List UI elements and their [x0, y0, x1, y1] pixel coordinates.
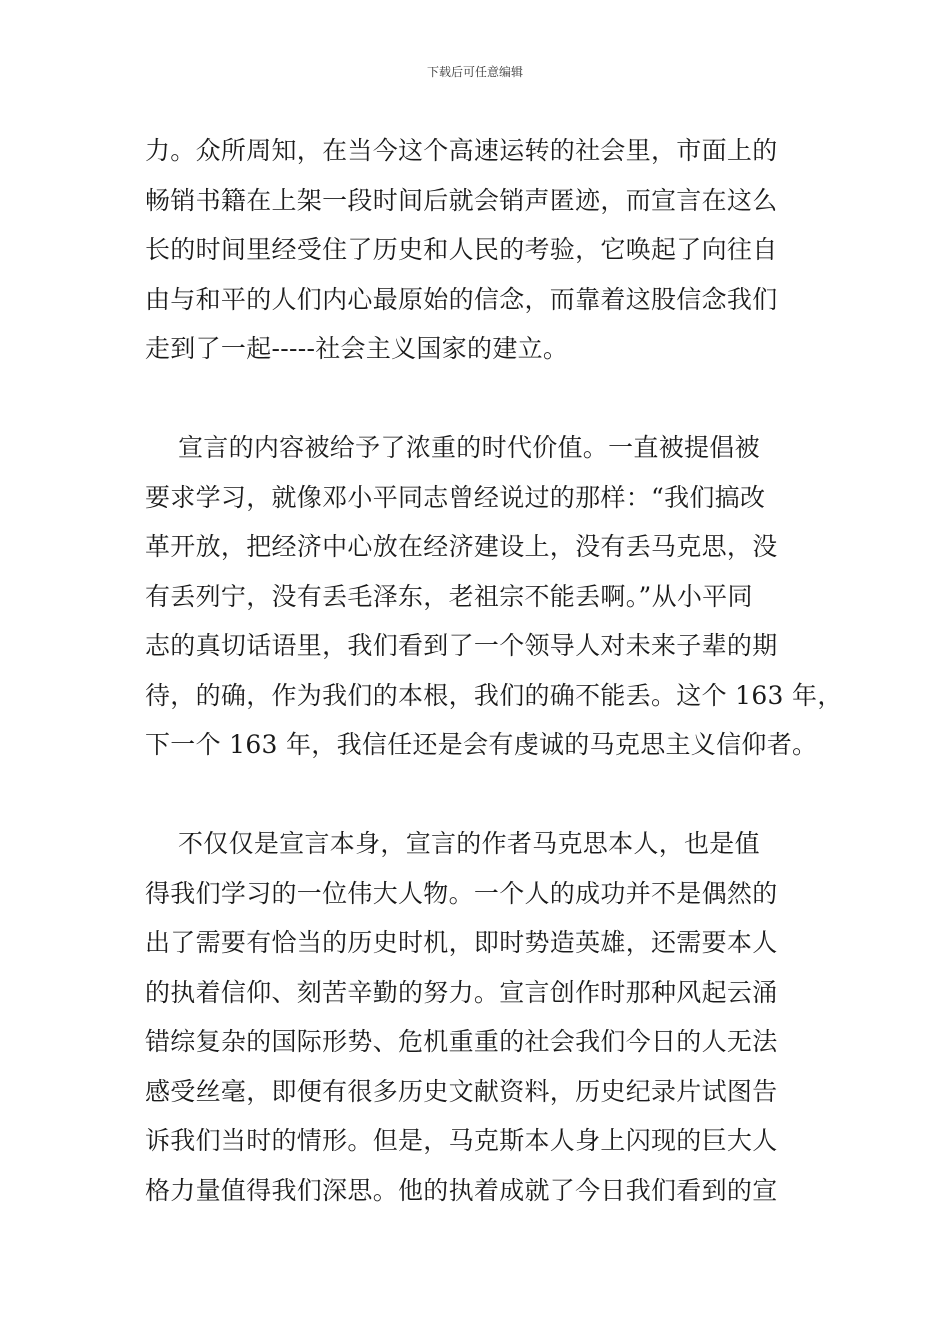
text-line: 由与和平的人们内心最原始的信念，而靠着这股信念我们: [145, 284, 778, 314]
text-line: 长的时间里经受住了历史和人民的考验，它唤起了向往自: [145, 235, 778, 264]
text-line: 有丢列宁，没有丢毛泽东，老祖宗不能丢啊。”从小平同: [145, 581, 753, 611]
text-line: 不仅仅是宣言本身，宣言的作者马克思本人，也是值: [145, 829, 760, 858]
text-line: 革开放，把经济中心放在经济建设上，没有丢马克思，没: [145, 532, 778, 561]
text-line: 要求学习，就像邓小平同志曾经说过的那样：“我们搞改: [145, 482, 766, 512]
paragraph-1: [145, 126, 825, 374]
text-line: 感受丝毫，即便有很多历史文献资料，历史纪录片试图告: [145, 1076, 778, 1106]
paragraph-gap: [145, 374, 825, 424]
paragraph-2: [145, 423, 843, 770]
text-line: 出了需要有恰当的历史时机，即时势造英雄，还需要本人: [145, 928, 778, 957]
text-line: 待，的确，作为我们的本根，我们的确不能丢。这个 163 年，: [145, 680, 843, 710]
text-line: 格力量值得我们深思。他的执着成就了今日我们看到的宣: [145, 1175, 778, 1205]
text-line: 的执着信仰、刻苦辛勤的努力。宣言创作时那种风起云涌: [145, 977, 778, 1007]
paragraph-3: [145, 819, 825, 1215]
text-line: 下一个 163 年，我信任还是会有虔诚的马克思主义信仰者。: [145, 730, 818, 759]
text-line: 走到了一起-----社会主义国家的建立。: [145, 334, 569, 363]
text-line: 力。众所周知，在当今这个高速运转的社会里，市面上的: [145, 136, 778, 165]
text-line: 诉我们当时的情形。但是，马克斯本人身上闪现的巨大人: [145, 1126, 778, 1155]
text-line: 畅销书籍在上架一段时间后就会销声匿迹，而宣言在这么: [145, 185, 778, 215]
page-header: 下载后可任意编辑: [426, 65, 523, 79]
document-body: [145, 126, 843, 1215]
text-line: 志的真切话语里，我们看到了一个领导人对未来子辈的期: [145, 631, 778, 660]
text-line: 宣言的内容被给予了浓重的时代价值。一直被提倡被: [145, 433, 760, 462]
text-line: 得我们学习的一位伟大人物。一个人的成功并不是偶然的: [145, 878, 778, 908]
text-line: 错综复杂的国际形势、危机重重的社会我们今日的人无法: [145, 1027, 778, 1056]
paragraph-gap: [145, 770, 825, 820]
